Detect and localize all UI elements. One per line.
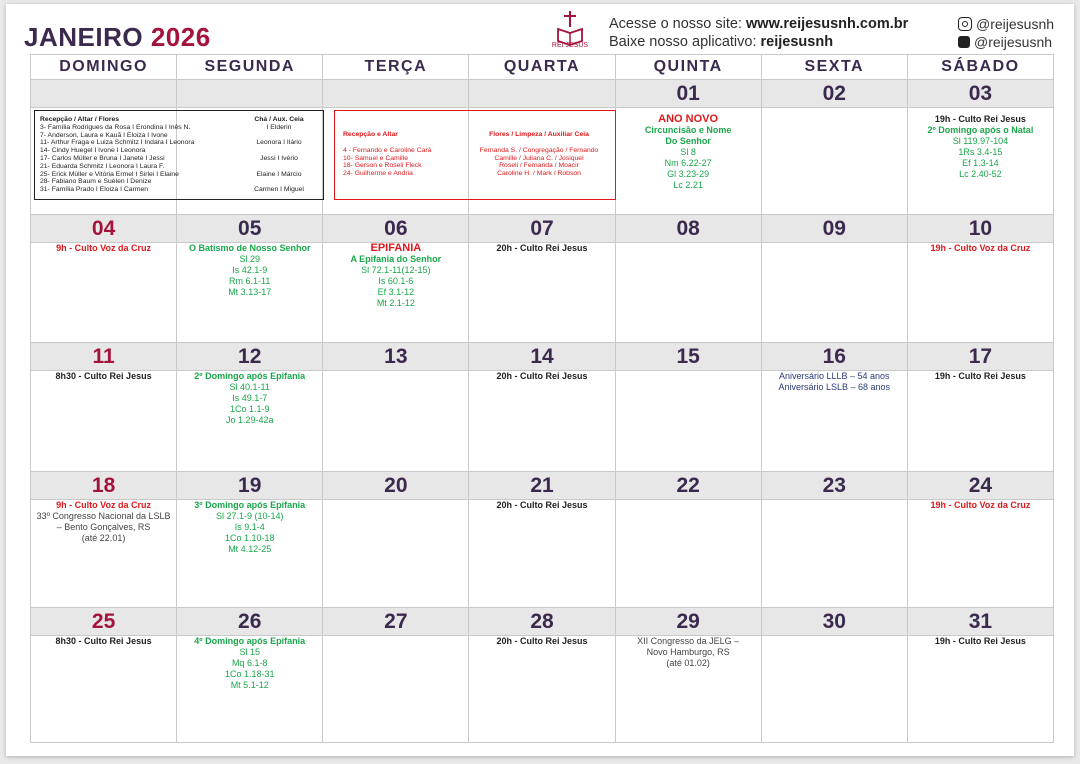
day-number: 26 xyxy=(177,608,323,636)
day-cell xyxy=(469,500,615,608)
event-line: 1Co 1.10-18 xyxy=(224,533,275,543)
event-line: 1Co 1.1-9 xyxy=(229,404,270,414)
schedule-line: 24- Guilherme e Andria xyxy=(343,170,413,178)
day-number: 09 xyxy=(761,215,907,243)
day-number: 01 xyxy=(615,80,761,108)
day-cell xyxy=(177,371,323,472)
box-header: Flores / Limpeza / Auxiliar Ceia xyxy=(489,131,589,138)
event-line: 8h30 - Culto Rei Jesus xyxy=(55,636,152,646)
day-number: 06 xyxy=(323,215,469,243)
day-number: 31 xyxy=(907,608,1053,636)
schedule-line xyxy=(240,163,318,171)
week-events-row xyxy=(31,243,1054,343)
weekday-friday: SEXTA xyxy=(761,55,907,80)
event-line: Is 42.1-9 xyxy=(232,265,268,275)
event-line: Mt 3.13-17 xyxy=(228,287,272,297)
schedule-line: 14- Cindy Huegel I Ivone I Leonora xyxy=(40,147,146,155)
day-number xyxy=(323,80,469,108)
day-cell xyxy=(615,371,761,472)
event-line: Sl 8 xyxy=(680,147,696,157)
event-line: Sl 29 xyxy=(239,254,260,264)
day-cell xyxy=(761,371,907,472)
tiktok-handle[interactable]: @reijesusnh xyxy=(974,34,1053,50)
day-cell xyxy=(177,636,323,743)
event-line: Sl 27.1-9 (10-14) xyxy=(215,511,284,521)
day-cell xyxy=(323,500,469,608)
event-line: Novo Hamburgo, RS xyxy=(646,647,730,657)
altar-schedule-box xyxy=(334,110,616,200)
event-line: 19h - Culto Rei Jesus xyxy=(934,114,1026,124)
day-cell xyxy=(469,243,615,343)
day-number: 04 xyxy=(31,215,177,243)
day-number xyxy=(469,80,615,108)
weekday-monday: SEGUNDA xyxy=(177,55,323,80)
day-number: 08 xyxy=(615,215,761,243)
day-number: 19 xyxy=(177,472,323,500)
day-cell xyxy=(323,636,469,743)
event-line: Aniversário LLLB – 54 anos xyxy=(778,371,890,381)
schedule-line: Camille / Juliana C. / Josiquel xyxy=(494,154,584,162)
day-number: 11 xyxy=(31,343,177,371)
event-line: 19h - Culto Voz da Cruz xyxy=(930,243,1031,253)
event-line: Jo 1.29-42a xyxy=(225,415,274,425)
event-line: Lc 2.21 xyxy=(673,180,703,190)
week-events-row xyxy=(31,636,1054,743)
week-number-row xyxy=(31,80,1054,108)
week-events-row xyxy=(31,371,1054,472)
day-cell xyxy=(31,243,177,343)
schedule-line: 18- Gerson e Roseli Fleck xyxy=(343,162,422,170)
schedule-line: Roseli / Fernanda / Moacir xyxy=(499,162,579,170)
day-number: 10 xyxy=(907,215,1053,243)
day-number: 14 xyxy=(469,343,615,371)
weekday-thursday: QUINTA xyxy=(615,55,761,80)
day-number: 05 xyxy=(177,215,323,243)
week-events-row xyxy=(31,500,1054,608)
event-line: Is 9.1-4 xyxy=(234,522,265,532)
tiktok-icon xyxy=(958,36,970,48)
site-link[interactable]: www.reijesusnh.com.br xyxy=(746,16,909,32)
event-line: A Epifania do Senhor xyxy=(350,254,442,264)
day-number: 24 xyxy=(907,472,1053,500)
schedule-line: Jessi I Ivério xyxy=(260,154,298,162)
site-info: Acesse o nosso site: www.reijesusnh.com.br Baixe nosso aplicativo: reijesusnh xyxy=(609,16,909,50)
day-cell xyxy=(761,108,907,215)
day-number: 02 xyxy=(761,80,907,108)
event-line: 2º Domingo após Epifania xyxy=(194,371,306,381)
week-number-row xyxy=(31,472,1054,500)
day-number xyxy=(177,80,323,108)
day-cell xyxy=(31,636,177,743)
schedule-line: 31- Família Prado I Eloiza I Carmen xyxy=(40,186,149,194)
day-number: 18 xyxy=(31,472,177,500)
year: 2026 xyxy=(150,22,211,52)
day-number: 13 xyxy=(323,343,469,371)
event-line: Mt 2.1-12 xyxy=(376,298,415,308)
event-line: Aniversário LSLB – 68 anos xyxy=(778,382,891,392)
day-cell xyxy=(177,500,323,608)
day-cell xyxy=(615,636,761,743)
app-link[interactable]: reijesusnh xyxy=(760,34,834,50)
instagram-icon xyxy=(958,17,972,31)
day-cell xyxy=(469,636,615,743)
day-cell xyxy=(907,371,1053,472)
schedule-line: Leonora I Ilário xyxy=(256,139,302,147)
day-number: 29 xyxy=(615,608,761,636)
week-number-row xyxy=(31,215,1054,243)
schedule-line: Fernanda S. / Congregação / Fernando xyxy=(479,146,599,154)
event-line: Lc 2.40-52 xyxy=(959,169,1002,179)
weekday-sunday: DOMINGO xyxy=(31,55,177,80)
event-line: Rm 6.1-11 xyxy=(229,276,271,286)
day-cell xyxy=(761,500,907,608)
schedule-line xyxy=(240,147,318,155)
event-line: Is 60.1-6 xyxy=(378,276,414,286)
day-number: 03 xyxy=(907,80,1053,108)
event-line: Ef 1.3-14 xyxy=(962,158,999,168)
event-line: 9h - Culto Voz da Cruz xyxy=(56,243,151,253)
schedule-line: I Elderin xyxy=(266,123,292,131)
day-number: 17 xyxy=(907,343,1053,371)
box-header: Recepção e Altar xyxy=(343,131,398,138)
day-cell xyxy=(177,243,323,343)
schedule-line: 21- Eduarda Schmitz I Leonora I Laura F. xyxy=(40,162,165,170)
day-cell xyxy=(31,371,177,472)
event-line: 19h - Culto Rei Jesus xyxy=(934,636,1026,646)
day-cell xyxy=(323,243,469,343)
event-line: 1Rs 3.4-15 xyxy=(958,147,1003,157)
box-header: Recepção / Altar / Flores xyxy=(40,116,120,123)
day-number: 20 xyxy=(323,472,469,500)
week-number-row xyxy=(31,343,1054,371)
event-line: 20h - Culto Rei Jesus xyxy=(496,500,588,510)
day-number: 07 xyxy=(469,215,615,243)
event-line: 4º Domingo após Epifania xyxy=(194,636,306,646)
event-line: 20h - Culto Rei Jesus xyxy=(496,243,588,253)
day-cell xyxy=(907,243,1053,343)
event-line: 20h - Culto Rei Jesus xyxy=(496,636,588,646)
day-number: 28 xyxy=(469,608,615,636)
month-title xyxy=(24,22,211,53)
day-cell xyxy=(761,636,907,743)
event-line: 3º Domingo após Epifania xyxy=(194,500,306,510)
day-cell xyxy=(469,371,615,472)
day-number: 12 xyxy=(177,343,323,371)
event-line: Do Senhor xyxy=(665,136,711,146)
instagram-handle[interactable]: @reijesusnh xyxy=(976,16,1055,32)
event-line: (até 22.01) xyxy=(81,533,126,543)
day-number: 30 xyxy=(761,608,907,636)
social-links xyxy=(958,15,1054,51)
event-line: Sl 72.1-11(12-15) xyxy=(361,265,431,275)
day-cell xyxy=(615,243,761,343)
event-line: Sl 15 xyxy=(239,647,260,657)
event-line: Mt 4.12-25 xyxy=(228,544,272,554)
day-cell xyxy=(31,500,177,608)
event-line: Nm 6.22-27 xyxy=(664,158,712,168)
schedule-line: 7- Anderson, Laura e Kauã I Eloiza I Ivone xyxy=(40,131,168,139)
schedule-line xyxy=(240,132,318,140)
day-number: 23 xyxy=(761,472,907,500)
event-line: XII Congresso da JELG – xyxy=(637,636,740,646)
event-line: Mt 5.1-12 xyxy=(230,680,269,690)
calendar-page xyxy=(6,4,1074,756)
event-line: Mq 6.1-8 xyxy=(231,658,268,668)
day-cell xyxy=(323,371,469,472)
day-cell xyxy=(907,108,1053,215)
schedule-line: 28- Fabiano Baum e Suélen I Denize xyxy=(40,178,152,186)
event-line: 20h - Culto Rei Jesus xyxy=(496,371,588,381)
event-line: Is 49.1-7 xyxy=(232,393,268,403)
event-line: EPIFANIA xyxy=(370,242,422,254)
schedule-line: Carmen I Miguel xyxy=(254,186,304,194)
day-cell xyxy=(761,243,907,343)
day-cell xyxy=(615,108,761,215)
event-line: – Bento Gonçalves, RS xyxy=(56,522,151,532)
event-line: (até 01.02) xyxy=(666,658,710,668)
event-line: Gl 3.23-29 xyxy=(667,169,710,179)
day-number: 25 xyxy=(31,608,177,636)
day-cell xyxy=(615,500,761,608)
day-number: 27 xyxy=(323,608,469,636)
event-line: Sl 40.1-11 xyxy=(229,382,270,392)
event-line: Circuncisão e Nome xyxy=(644,125,732,135)
week-number-row xyxy=(31,608,1054,636)
event-line: 1Co 1.18-31 xyxy=(224,669,275,679)
event-line: 19h - Culto Rei Jesus xyxy=(934,371,1026,381)
event-line: Sl 119.97-104 xyxy=(952,136,1009,146)
event-line: 19h - Culto Voz da Cruz xyxy=(930,500,1031,510)
event-line: 33º Congresso Nacional da LSLB xyxy=(36,511,171,521)
schedule-line: 25- Erick Müller e Vitória Ermel I Sirlei I Elaine xyxy=(40,170,179,178)
event-line: O Batismo de Nosso Senhor xyxy=(188,243,311,253)
box-header: Chá / Aux. Ceia xyxy=(254,116,304,123)
event-line: 2º Domingo após o Natal xyxy=(927,125,1034,135)
schedule-line: 17- Carlos Müller e Bruna I Janete I Jessi xyxy=(40,154,165,162)
day-number: 22 xyxy=(615,472,761,500)
day-cell xyxy=(907,500,1053,608)
schedule-line xyxy=(240,178,318,186)
schedule-line: 4 - Fernando e Caroline Cará xyxy=(343,146,432,154)
day-number: 15 xyxy=(615,343,761,371)
schedule-line: 11- Arthur Fraga e Luiza Schmitz I Indara I Leonora xyxy=(40,139,195,147)
schedule-line: 10- Samuel e Camille xyxy=(343,154,408,162)
weekday-wednesday: QUARTA xyxy=(469,55,615,80)
event-line: ANO NOVO xyxy=(658,113,719,125)
schedule-line: 3- Família Rodrigues da Rosa I Erondina I Inês N. xyxy=(40,123,191,131)
day-cell xyxy=(907,636,1053,743)
schedule-line: Elaine I Márcio xyxy=(256,170,302,178)
volunteer-schedule-box xyxy=(34,110,324,200)
weekday-tuesday: TERÇA xyxy=(323,55,469,80)
event-line: Ef 3.1-12 xyxy=(377,287,415,297)
event-line: 9h - Culto Voz da Cruz xyxy=(56,500,151,510)
logo-text: REI JESUS xyxy=(551,42,589,49)
month-name: JANEIRO xyxy=(24,22,144,52)
event-line: 8h30 - Culto Rei Jesus xyxy=(55,371,152,381)
day-number: 21 xyxy=(469,472,615,500)
day-number: 16 xyxy=(761,343,907,371)
schedule-line: Caroline H. / Mark / Robson xyxy=(497,170,581,178)
day-number xyxy=(31,80,177,108)
weekday-saturday: SÁBADO xyxy=(907,55,1053,80)
